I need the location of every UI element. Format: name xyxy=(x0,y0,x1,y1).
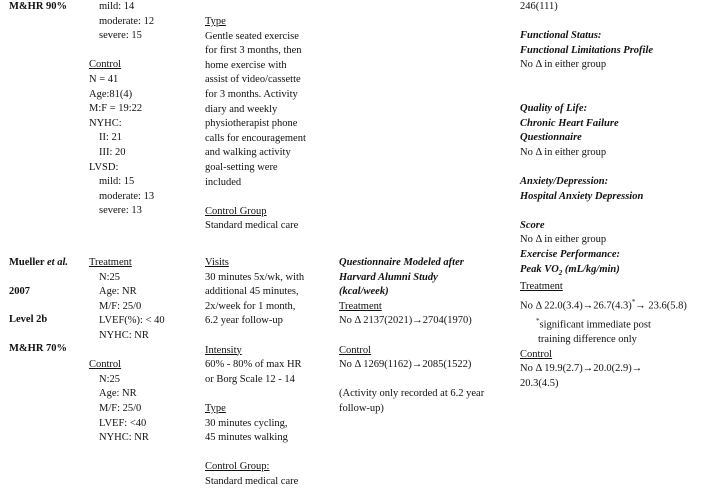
study-column xyxy=(9,0,67,15)
row2-year: 2007 xyxy=(9,285,30,297)
r2-control-header: Control xyxy=(89,359,122,371)
activity-column-row2 xyxy=(339,256,484,417)
row1-hr: M&HR 90% xyxy=(9,1,68,12)
r1-type-line: and walking activity xyxy=(205,147,291,159)
qol-subtitle: Questionnaire xyxy=(520,132,582,144)
r2-control-group-header: Control Group: xyxy=(205,461,270,473)
r2-type-line: 45 minutes walking xyxy=(205,432,288,444)
exercise-performance-subtitle: Peak $VO_2$ (mL/kg/min) xyxy=(520,263,620,277)
row2-hr: M&HR 70% xyxy=(9,342,68,354)
r2-control-n: N:25 xyxy=(99,373,120,385)
qol-title: Quality of Life: xyxy=(520,102,588,114)
r2-treat-lvef: LVEF(%): < 40 xyxy=(99,315,165,327)
intervention-column-row1 xyxy=(205,15,306,234)
r2-treat-nyhc: NYHC: NR xyxy=(99,329,149,341)
exercise-performance-title: Exercise Performance: xyxy=(520,248,621,260)
r2-treat-mf: M/F: 25/0 xyxy=(99,300,142,312)
r2-treatment-header: Treatment xyxy=(89,257,132,268)
r1-type-line: assist of video/cassette xyxy=(205,74,301,86)
groups-column-row1 xyxy=(89,0,154,219)
r1-control-n: N = 41 xyxy=(89,73,119,85)
r1-control-mf: M:F = 19:22 xyxy=(89,103,143,115)
r2-control-mf: M/F: 25/0 xyxy=(99,402,142,414)
r1-treat-moderate: moderate: 12 xyxy=(99,15,155,27)
r2-control-lvef: LVEF: <40 xyxy=(99,417,147,429)
r2-visits-header: Visits xyxy=(205,257,229,268)
score-title: Score xyxy=(520,219,545,231)
r1-control-group-text: Standard medical care xyxy=(205,220,299,232)
r1-type-line: Gentle seated exercise xyxy=(205,30,299,42)
r2-activity-note: (Activity only recorded at 6.2 year xyxy=(339,388,485,400)
r1-control-mild: mild: 15 xyxy=(99,176,135,188)
perf-control-value: No Δ 19.9(2.7)→20.0(2.9)→ xyxy=(520,363,643,375)
study-column-row2 xyxy=(9,256,68,356)
r2-visits-line: 30 minutes 5x/wk, with xyxy=(205,271,305,283)
r2-activity-note: follow-up) xyxy=(339,402,384,414)
r2-control-nyhc: NYHC: NR xyxy=(99,432,149,444)
r1-control-severe: severe: 13 xyxy=(99,205,142,217)
functional-status-title: Functional Status: xyxy=(520,30,602,42)
r2-intensity-header: Intensity xyxy=(205,344,242,356)
perf-control-value: 20.3(4.5) xyxy=(520,377,559,389)
r1-type-line: for 3 months. Activity xyxy=(205,88,298,100)
outcomes-column xyxy=(520,0,687,391)
r1-type-line: calls for encouragement xyxy=(205,132,306,144)
r2-activity-control-header: Control xyxy=(339,344,372,356)
r1-treat-mild: mild: 14 xyxy=(99,1,135,12)
r1-type-line: physiotherapist phone xyxy=(205,118,298,130)
r1-type-line: home exercise with xyxy=(205,59,287,71)
r2-treat-n: N:25 xyxy=(99,271,120,283)
intervention-column-row2 xyxy=(205,256,304,490)
r2-intensity-line: or Borg Scale 12 - 14 xyxy=(205,373,295,385)
r1-type-line: diary and weekly xyxy=(205,103,278,115)
r1-control-age: Age:81(4) xyxy=(89,88,133,100)
r1-type-header: Type xyxy=(205,16,226,27)
r2-control-age: Age: NR xyxy=(99,388,137,400)
r1-type-line: included xyxy=(205,176,242,188)
r1-control-nyhc-iii: III: 20 xyxy=(99,146,126,158)
r1-control-group-header: Control Group xyxy=(205,205,267,217)
functional-status-subtitle: Functional Limitations Profile xyxy=(520,44,654,56)
r2-activity-title: Questionnaire Modeled after xyxy=(339,257,464,268)
r1-control-lvsd: LVSD: xyxy=(89,161,119,173)
perf-footnote: *significant immediate post xyxy=(536,316,651,331)
functional-status-result: No Δ in either group xyxy=(520,59,607,71)
r2-visits-line: additional 45 minutes, xyxy=(205,286,299,298)
r2-activity-treatment-header: Treatment xyxy=(339,300,382,312)
anxiety-subtitle: Hospital Anxiety Depression xyxy=(520,190,644,202)
r2-activity-treatment-value: No Δ 2137(2021)→2704(1970) xyxy=(339,315,472,327)
r2-intensity-line: 60% - 80% of max HR xyxy=(205,359,302,371)
r1-control-nyhc-ii: II: 21 xyxy=(99,132,123,144)
anxiety-title: Anxiety/Depression: xyxy=(520,175,609,187)
r2-control-group-text: Standard medical care xyxy=(205,475,299,487)
r2-activity-title: (kcal/week) xyxy=(339,286,389,298)
row2-author: Mueller et al. xyxy=(9,257,69,268)
r2-activity-control-value: No Δ 1269(1162)→2085(1522) xyxy=(339,359,472,371)
r1-treat-severe: severe: 15 xyxy=(99,30,142,42)
score-result: No Δ in either group xyxy=(520,234,607,246)
r1-control-header: Control xyxy=(89,59,122,71)
r1-control-moderate: moderate: 13 xyxy=(99,190,155,202)
perf-treatment-header: Treatment xyxy=(520,281,563,293)
r2-type-line: 30 minutes cycling, xyxy=(205,417,288,429)
perf-treatment-value: No Δ 22.0(3.4)→26.7(4.3)*→ 23.6(5.8) xyxy=(520,297,687,312)
qol-subtitle: Chronic Heart Failure xyxy=(520,117,619,129)
perf-control-header: Control xyxy=(520,348,553,360)
r2-type-header: Type xyxy=(205,402,226,414)
r2-visits-line: 2x/week for 1 month, xyxy=(205,300,296,312)
r1-type-line: goal-setting were xyxy=(205,161,278,173)
outcome-top-value: 246(111) xyxy=(520,1,558,12)
perf-footnote: training difference only xyxy=(538,333,637,345)
r1-type-line: for first 3 months, then xyxy=(205,45,302,57)
r2-treat-age: Age: NR xyxy=(99,286,137,298)
r2-activity-title: Harvard Alumni Study xyxy=(339,271,438,283)
groups-column-row2 xyxy=(89,256,165,446)
row2-level: Level 2b xyxy=(9,314,48,326)
r1-control-nyhc: NYHC: xyxy=(89,117,122,129)
r2-visits-line: 6.2 year follow-up xyxy=(205,315,283,327)
qol-result: No Δ in either group xyxy=(520,146,607,158)
